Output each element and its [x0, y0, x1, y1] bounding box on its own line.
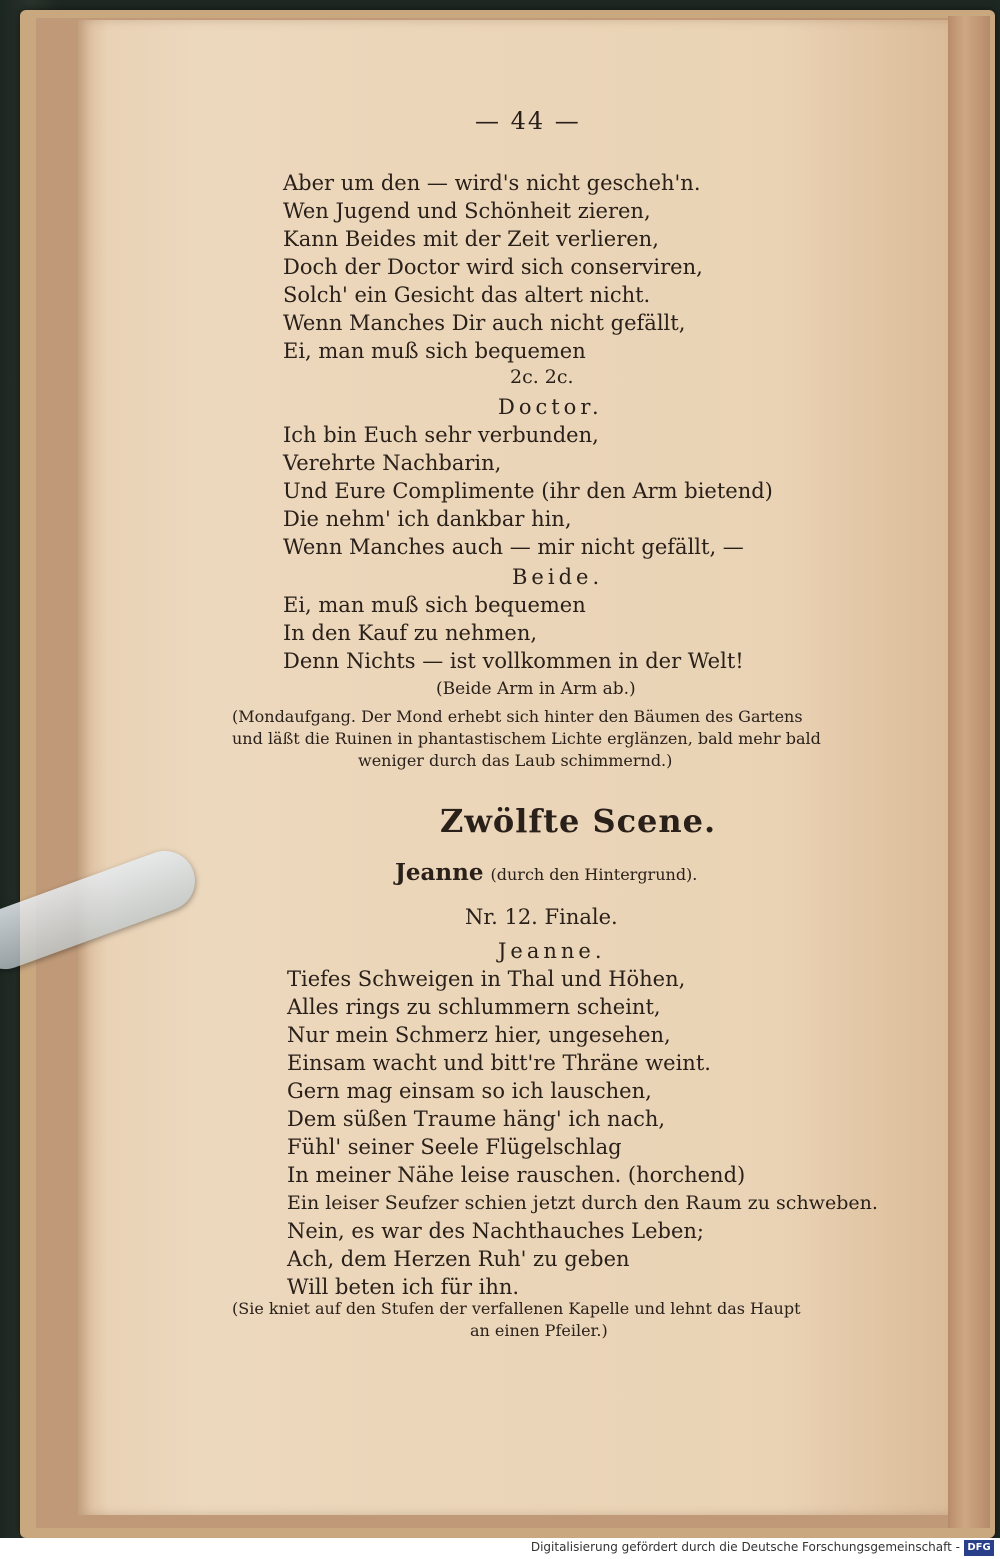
verse-line: Solch' ein Gesicht das altert nicht.: [283, 283, 651, 307]
character-intro: [395, 860, 697, 888]
verse-line: Ei, man muß sich bequemen: [283, 339, 586, 363]
stage-direction-line: und läßt die Ruinen in phantastischem Lichte erglänzen, bald mehr bald: [232, 729, 821, 748]
final-direction-line: (Sie kniet auf den Stufen der verfallenen Kapelle und lehnt das Haupt: [232, 1299, 801, 1318]
character-direction: (durch den Hintergrund).: [490, 865, 698, 884]
verse-line: Wen Jugend und Schönheit zieren,: [283, 199, 651, 223]
verse-line: Tiefes Schweigen in Thal und Höhen,: [287, 967, 686, 991]
stage-direction-line: (Mondaufgang. Der Mond erhebt sich hinter den Bäumen des Gartens: [232, 707, 803, 726]
verse-line: Fühl' seiner Seele Flügelschlag: [287, 1135, 622, 1159]
verse-line: Ich bin Euch sehr verbunden,: [283, 423, 599, 447]
speaker-jeanne: Jeanne.: [498, 939, 606, 963]
verse-line: Die nehm' ich dankbar hin,: [283, 507, 572, 531]
verse-line: Ei, man muß sich bequemen: [283, 593, 586, 617]
verse-line: Kann Beides mit der Zeit verlieren,: [283, 227, 659, 251]
footer-credit: Digitalisierung gefördert durch die Deutsche Forschungsgemeinschaft -: [530, 1540, 960, 1554]
character-name: Jeanne: [395, 859, 484, 886]
verse-line: Nur mein Schmerz hier, ungesehen,: [287, 1023, 671, 1047]
verse-line: Gern mag einsam so ich lauschen,: [287, 1079, 652, 1103]
stage-direction-line: weniger durch das Laub schimmernd.): [358, 751, 673, 770]
verse-line: Ein leiser Seufzer schien jetzt durch den Raum zu schweben.: [287, 1192, 878, 1214]
speaker-doctor: Doctor.: [498, 395, 603, 419]
verse-line: Einsam wacht und bitt're Thräne weint.: [287, 1051, 711, 1075]
final-direction-line: an einen Pfeiler.): [470, 1321, 608, 1340]
scene-title: Zwölfte Scene.: [440, 802, 717, 840]
verse-line: Doch der Doctor wird sich conserviren,: [283, 255, 703, 279]
etc-mark: 2c. 2c.: [510, 366, 574, 388]
page-number: — 44 —: [475, 107, 581, 135]
verse-line: Will beten ich für ihn.: [287, 1275, 520, 1299]
verse-line: Alles rings zu schlummern scheint,: [287, 995, 661, 1019]
verse-line: Denn Nichts — ist vollkommen in der Welt!: [283, 649, 744, 673]
dfg-logo: DFG: [964, 1540, 994, 1556]
verse-line: Wenn Manches Dir auch nicht gefällt,: [283, 311, 686, 335]
verse-line: Und Eure Complimente (ihr den Arm bietend): [283, 479, 773, 503]
exit-direction: (Beide Arm in Arm ab.): [436, 679, 636, 699]
verse-line: Aber um den — wird's nicht gescheh'n.: [283, 171, 701, 195]
verse-line: In meiner Nähe leise rauschen. (horchend): [287, 1163, 746, 1187]
speaker-beide: Beide.: [512, 565, 604, 589]
verse-line: Dem süßen Traume häng' ich nach,: [287, 1107, 666, 1131]
verse-line: Nein, es war des Nachthauches Leben;: [287, 1219, 705, 1243]
verse-line: Ach, dem Herzen Ruh' zu geben: [287, 1247, 630, 1271]
verse-line: In den Kauf zu nehmen,: [283, 621, 538, 645]
verse-line: Verehrte Nachbarin,: [283, 451, 502, 475]
verse-line: Wenn Manches auch — mir nicht gefällt, —: [283, 535, 744, 559]
number-title: Nr. 12. Finale.: [465, 905, 618, 929]
